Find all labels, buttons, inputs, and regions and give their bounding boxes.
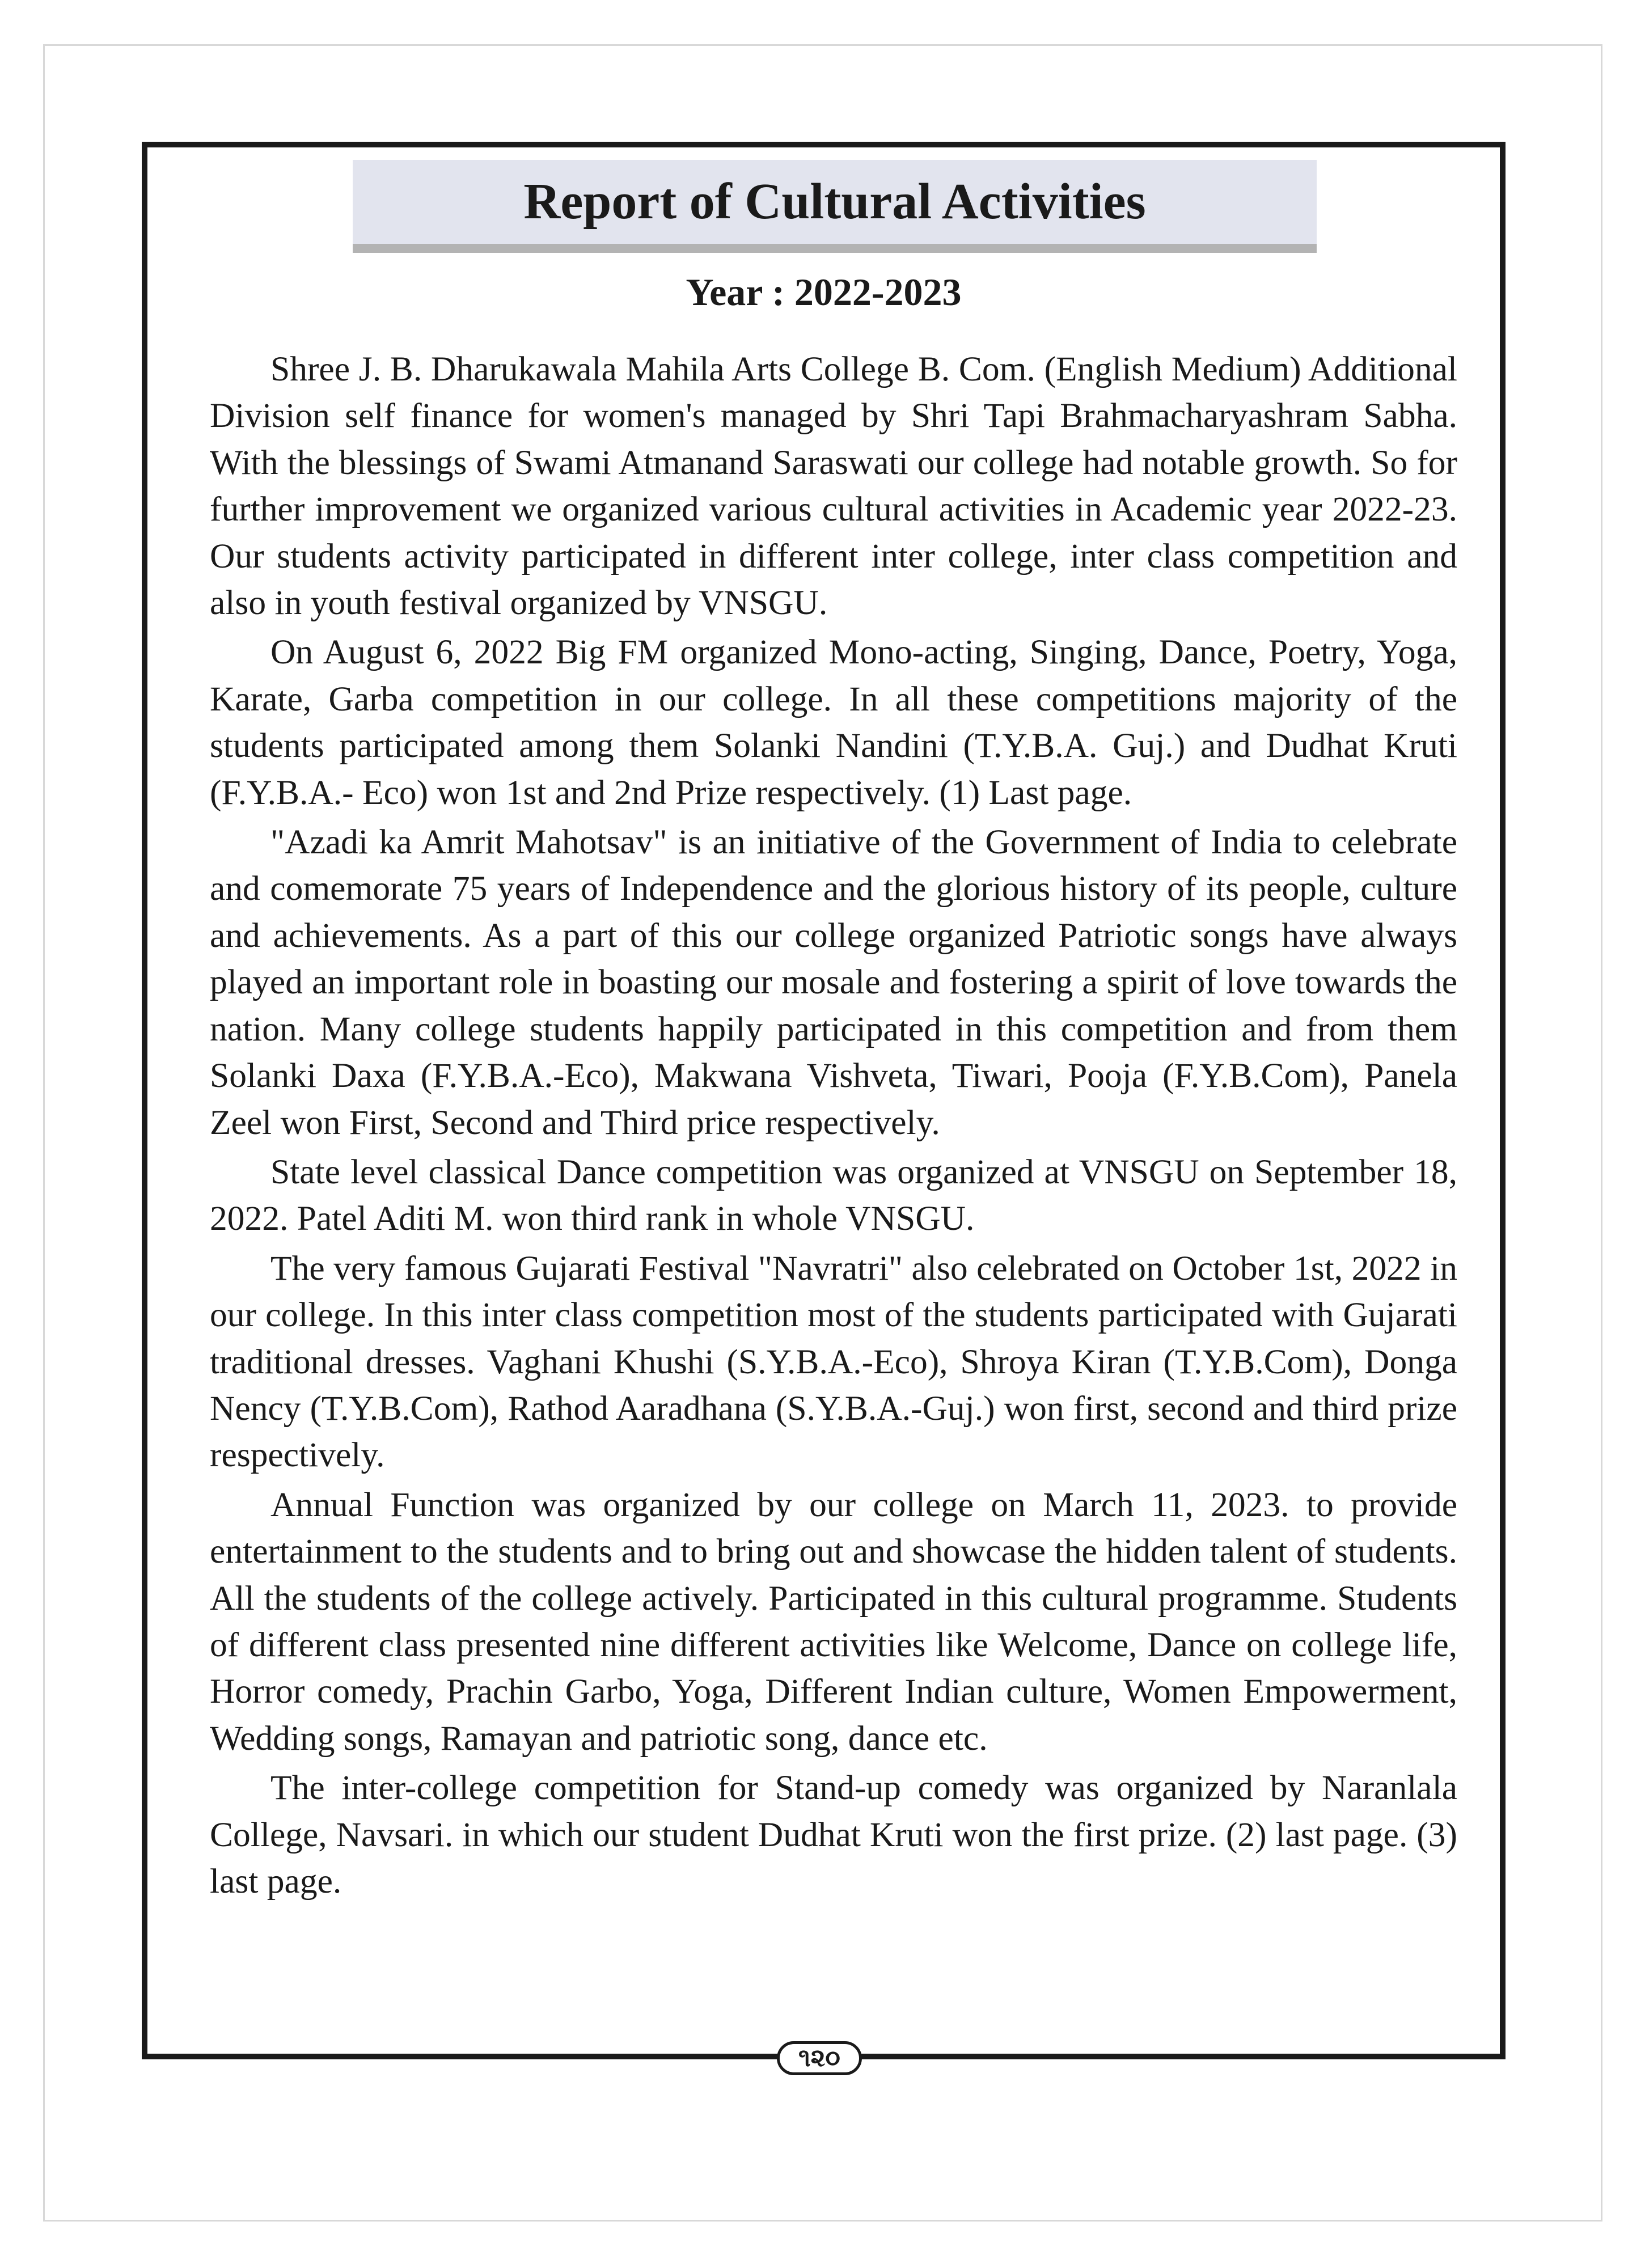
paragraph-annual-function: Annual Function was organized by our college on March 11, 2023. to provide entertainment to the students and to bring out and showcase the hidden talent of students. All the students of the college actively. Participated in this cultural programme. Students of different class presented nine different activities like Welcome, Dance on college life, Horror comedy, Prachin Garbo, Yoga, Different Indian culture, Women Empowerment, Wedding songs, Ramayan and patriotic song, dance etc.: [210, 1485, 1457, 1758]
year-heading: Year : 2022-2023: [686, 270, 962, 314]
page-number-badge: ૧૨૦: [777, 2041, 862, 2075]
page-title: Report of Cultural Activities: [523, 174, 1146, 230]
report-body: [210, 346, 1457, 1907]
paragraph-azadi: "Azadi ka Amrit Mahotsav" is an initiative of the Government of India to celebrate and comemorate 75 years of Independence and the glorious history of its people, culture and achievements. As a part of this our college organized Patriotic songs have always played an important role in boasting our mosale and fostering a spirit of love towards the nation. Many college students happily participated in this competition and from them Solanki Daxa (F.Y.B.A.-Eco), Makwana Vishveta, Tiwari, Pooja (F.Y.B.Com), Panela Zeel won First, Second and Third price respectively.: [210, 823, 1457, 1142]
paragraph-intro: Shree J. B. Dharukawala Mahila Arts College B. Com. (English Medium) Additional Division self finance for women's managed by Shri Tapi Brahmacharyashram Sabha. With the blessings of Swami Atmanand Saraswati our college had notable growth. So for further improvement we organized various cultural activities in Academic year 2022-23. Our students activity participated in different inter college, inter class competition and also in youth festival organized by VNSGU.: [210, 350, 1457, 623]
paragraph-classical-dance: State level classical Dance competition was organized at VNSGU on September 18, 2022. Patel Aditi M. won third rank in whole VNSGU.: [210, 1152, 1457, 1238]
paragraph-navratri: The very famous Gujarati Festival "Navratri" also celebrated on October 1st, 2022 in our college. In this inter class competition most of the students participated with Gujarati traditional dresses. Vaghani Khushi (S.Y.B.A.-Eco), Shroya Kiran (T.Y.B.Com), Donga Nency (T.Y.B.Com), Rathod Aaradhana (S.Y.B.A.-Guj.) won first, second and third prize respectively.: [210, 1249, 1457, 1475]
paragraph-big-fm: On August 6, 2022 Big FM organized Mono-acting, Singing, Dance, Poetry, Yoga, Karate, Garba competition in our college. In all these competitions majority of the students participated among them Solanki Nandini (T.Y.B.A. Guj.) and Dudhat Kruti (F.Y.B.A.- Eco) won 1st and 2nd Prize respectively. (1) Last page.: [210, 633, 1457, 812]
paragraph-stand-up-comedy: The inter-college competition for Stand-up comedy was organized by Naranlala College, Navsari. in which our student Dudhat Kruti won the first prize. (2) last page. (3) last page.: [210, 1768, 1457, 1901]
